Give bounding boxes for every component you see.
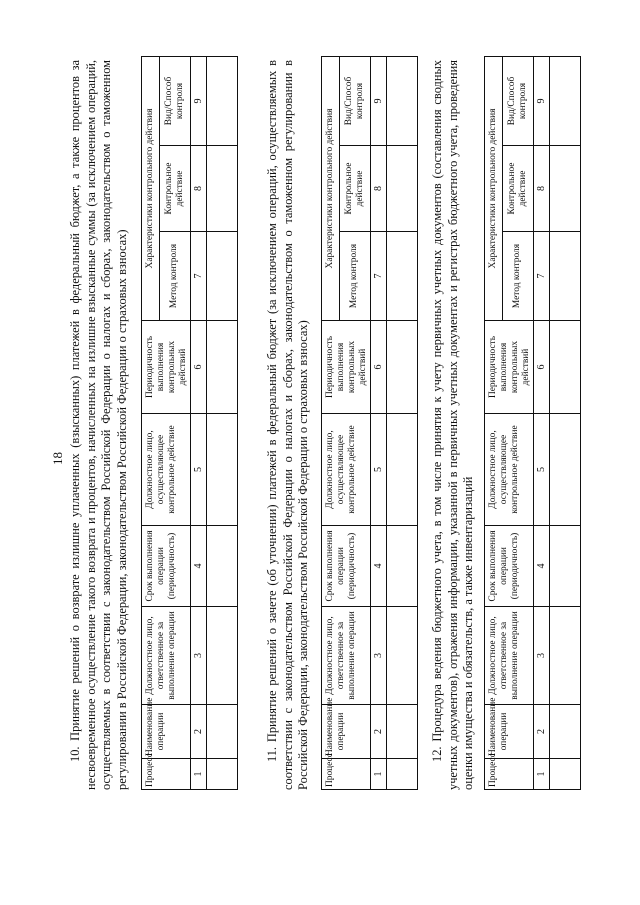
header-action: Контрольное действие — [502, 146, 533, 232]
header-characteristics: Характеристики контрольного действия — [322, 56, 340, 320]
header-process: Процесс — [485, 759, 534, 790]
header-controller: Должностное лицо, осуществляющее контрольное действие — [322, 414, 371, 526]
empty-table-row — [387, 56, 418, 789]
section-12-text: 12. Процедура ведения бюджетного учета, в том числе принятия к учету первичных учетных документов (составления сводных учетных документов), отражения информации, указанной в первичных учетных документах и регистрах бюджетного учета, проведения оценки имущества и обязательств, а также инвентаризаций — [430, 60, 475, 790]
section-11-heading — [265, 60, 312, 790]
column-number: 1 — [371, 759, 387, 790]
column-number: 4 — [191, 526, 207, 607]
header-periodicity: Периодичность выполнения контрольных действий — [485, 321, 534, 414]
header-method: Метод контроля — [159, 232, 190, 321]
column-number-row — [191, 56, 207, 789]
column-number: 2 — [534, 705, 550, 759]
section-10-table — [141, 56, 238, 790]
column-number: 7 — [191, 232, 207, 321]
header-operation-name: Наименование операции — [322, 705, 371, 759]
header-action: Контрольное действие — [339, 146, 370, 232]
header-operation-name: Наименование операции — [142, 705, 191, 759]
header-periodicity: Периодичность выполнения контрольных действий — [142, 321, 191, 414]
header-deadline: Срок выполнения операции (периодичность) — [322, 526, 371, 607]
header-process: Процесс — [322, 759, 371, 790]
header-kind: Вид/Способ контроля — [159, 56, 190, 145]
empty-table-row — [207, 56, 238, 789]
column-number: 5 — [191, 414, 207, 526]
column-number: 6 — [371, 321, 387, 414]
header-controller: Должностное лицо, осуществляющее контрольное действие — [142, 414, 191, 526]
column-number: 3 — [371, 607, 387, 705]
header-kind: Вид/Способ контроля — [339, 56, 370, 145]
column-number: 9 — [191, 56, 207, 145]
column-number: 9 — [534, 56, 550, 145]
column-number-row — [534, 56, 550, 789]
section-11-table — [321, 56, 418, 790]
column-number: 6 — [534, 321, 550, 414]
column-number: 8 — [534, 146, 550, 232]
column-number: 2 — [191, 705, 207, 759]
column-number: 6 — [191, 321, 207, 414]
header-responsible: Должностное лицо, ответственное за выполнение операции — [142, 607, 191, 705]
section-12-table — [484, 56, 581, 790]
empty-table-row — [550, 56, 581, 789]
column-number: 4 — [371, 526, 387, 607]
header-action: Контрольное действие — [159, 146, 190, 232]
column-number: 5 — [371, 414, 387, 526]
header-periodicity: Периодичность выполнения контрольных действий — [322, 321, 371, 414]
column-number: 5 — [534, 414, 550, 526]
header-deadline: Срок выполнения операции (периодичность) — [142, 526, 191, 607]
section-11-text: 11. Принятие решений о зачете (об уточнении) платежей в федеральный бюджет (за исключением операций, осуществляемых в соответствии с законодательством Российской Федерации о налогах и сборах, законодательством о таможенном регулировании в Российской Федерации, законодательством Российской Федерации о страховых взносах) — [265, 60, 310, 790]
column-number: 1 — [534, 759, 550, 790]
header-operation-name: Наименование операции — [485, 705, 534, 759]
column-number: 3 — [191, 607, 207, 705]
section-12-heading — [430, 60, 477, 790]
column-number: 7 — [371, 232, 387, 321]
column-number: 4 — [534, 526, 550, 607]
header-method: Метод контроля — [339, 232, 370, 321]
column-number: 9 — [371, 56, 387, 145]
column-number: 8 — [191, 146, 207, 232]
header-kind: Вид/Способ контроля — [502, 56, 533, 145]
header-responsible: Должностное лицо, ответственное за выполнение операции — [485, 607, 534, 705]
section-10-text: 10. Принятие решений о возврате излишне уплаченных (взысканных) платежей в федеральный бюджет, а также процентов за несвоевременное осуществление такого возврата и процентов, начисленных на излишне взысканные суммы (за исключением операций, осуществляемых в соответствии с законодательством Российской Федерации о налогах и сборах, законодательством о таможенном регулировании в Российской Федерации, законодательством Российской Федерации о страховых взносах) — [68, 60, 129, 790]
column-number-row — [371, 56, 387, 789]
section-10-heading — [68, 60, 130, 790]
column-number: 3 — [534, 607, 550, 705]
page-number: 18 — [50, 452, 65, 465]
header-characteristics: Характеристики контрольного действия — [485, 56, 503, 320]
header-characteristics: Характеристики контрольного действия — [142, 56, 160, 320]
column-number: 7 — [534, 232, 550, 321]
header-process: Процесс — [142, 759, 191, 790]
column-number: 8 — [371, 146, 387, 232]
column-number: 1 — [191, 759, 207, 790]
header-responsible: Должностное лицо, ответственное за выполнение операции — [322, 607, 371, 705]
column-number: 2 — [371, 705, 387, 759]
header-deadline: Срок выполнения операции (периодичность) — [485, 526, 534, 607]
header-method: Метод контроля — [502, 232, 533, 321]
header-controller: Должностное лицо, осуществляющее контрольное действие — [485, 414, 534, 526]
